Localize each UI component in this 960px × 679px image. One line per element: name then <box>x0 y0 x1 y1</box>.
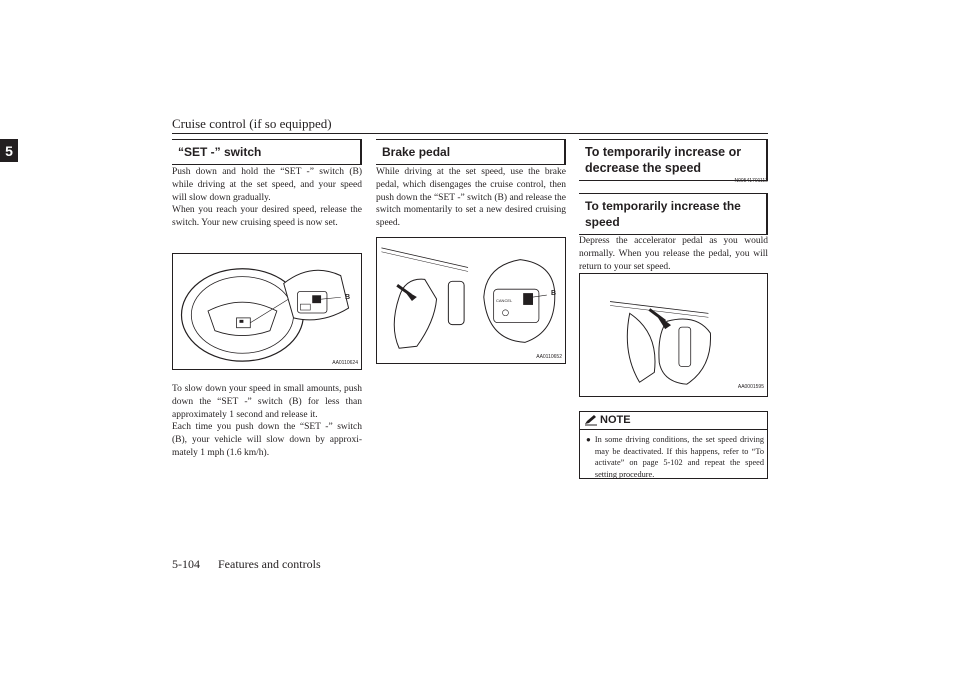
note-text: In some driving conditions, the set speed driving may be deactivated. If this happens, refer to “To activate” on page 5-102 and repeat the speed setting procedure. <box>594 435 764 479</box>
figure-code: AA0110624 <box>332 360 358 366</box>
cancel-label: CANCEL <box>496 298 513 303</box>
subheading-increase-speed: To temporarily increase the speed <box>579 193 768 235</box>
steering-wheel-illustration <box>173 254 361 369</box>
note-label: NOTE <box>600 414 631 426</box>
accelerator-pedal-illustration <box>580 274 767 396</box>
accelerator-pedal-figure <box>579 273 768 397</box>
steering-wheel-figure <box>172 253 362 370</box>
footer-section: Features and controls <box>218 557 321 571</box>
set-minus-paragraph-2: To slow down your speed in small amounts, push down the “SET -” switch (B) for less than approximately 1 second and release it. Each time you push down the “SET -” switch (B), your vehicle will slow down by approxi-mately 1 mph (1.6 km/h). <box>172 384 362 458</box>
brake-pedal-figure <box>376 237 566 364</box>
running-header: Cruise control (if so equipped) <box>172 116 332 131</box>
page-footer <box>172 557 321 572</box>
header-rule <box>172 133 768 134</box>
reference-code: N00541701112 <box>734 178 768 184</box>
figure-code: AA0110652 <box>536 354 562 360</box>
bullet-icon: ● <box>586 435 591 444</box>
callout-b: B <box>551 290 557 297</box>
set-minus-paragraph-1: Push down and hold the “SET -” switch (B) while driving at the set speed, and your speed will slow down gradually. When you reach your desired speed, release the switch. Your new cruising speed is now set. <box>172 167 362 229</box>
chapter-tab: 5 <box>0 139 18 162</box>
increase-speed-paragraph: Depress the accelerator pedal as you would normally. When you release the pedal, you will return to your set speed. <box>579 236 768 272</box>
section-heading-set-minus: “SET -” switch <box>172 139 362 165</box>
page-number: 5-104 <box>172 557 200 571</box>
callout-b: B <box>345 294 351 301</box>
pencil-icon <box>584 414 598 426</box>
note-rule <box>580 429 767 430</box>
brake-pedal-illustration <box>377 238 565 363</box>
figure-code: AA0001595 <box>737 384 764 390</box>
brake-pedal-paragraph: While driving at the set speed, use the brake pedal, which disengages the cruise control, then push down the “SET -” switch (B) and release the switch momentarily to set a new desired cruising speed. <box>376 167 566 229</box>
note-box <box>579 411 768 479</box>
section-heading-temporary-speed: To temporarily increase or decrease the speed <box>579 139 768 181</box>
section-heading-brake-pedal: Brake pedal <box>376 139 566 165</box>
